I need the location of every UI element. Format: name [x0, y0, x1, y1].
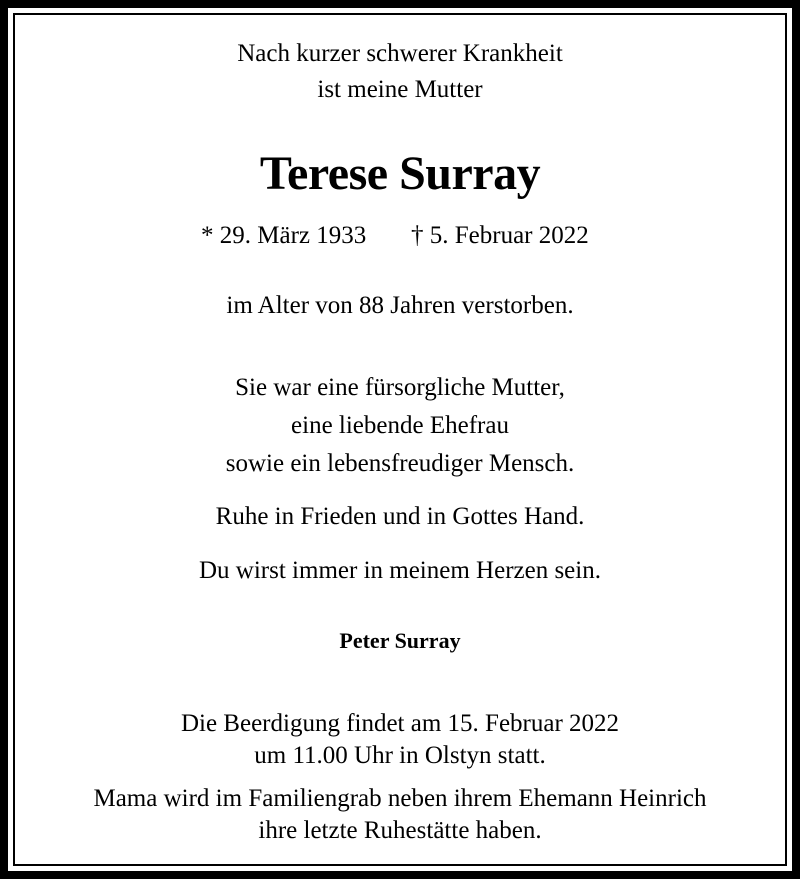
tribute-line-1: Sie war eine fürsorgliche Mutter,	[235, 374, 565, 401]
burial-line-2: ihre letzte Ruhestätte haben.	[258, 817, 542, 844]
funeral-line-1: Die Beerdigung findet am 15. Februar 2022	[180, 710, 620, 737]
death-date: † 5. Februar 2022	[411, 222, 589, 249]
intro-line-2: ist meine Mutter	[317, 76, 483, 103]
tribute-line-3: sowie ein lebensfreudiger Mensch.	[225, 450, 575, 477]
tribute-line-2: eine liebende Ehefrau	[291, 412, 509, 439]
signer-name: Peter Surray	[339, 628, 461, 653]
funeral-line-2: um 11.00 Uhr in Olstyn statt.	[254, 742, 546, 769]
intro-line-1: Nach kurzer schwerer Krankheit	[237, 40, 563, 67]
blessing-line: Ruhe in Frieden und in Gottes Hand.	[215, 503, 585, 530]
birth-date: * 29. März 1933	[201, 222, 367, 249]
age-line: im Alter von 88 Jahren verstorben.	[226, 292, 574, 319]
heart-line: Du wirst immer in meinem Herzen sein.	[199, 557, 601, 584]
deceased-name: Terese Surray	[259, 147, 541, 200]
burial-line-1: Mama wird im Familiengrab neben ihrem Ehemann Heinrich	[93, 785, 707, 812]
